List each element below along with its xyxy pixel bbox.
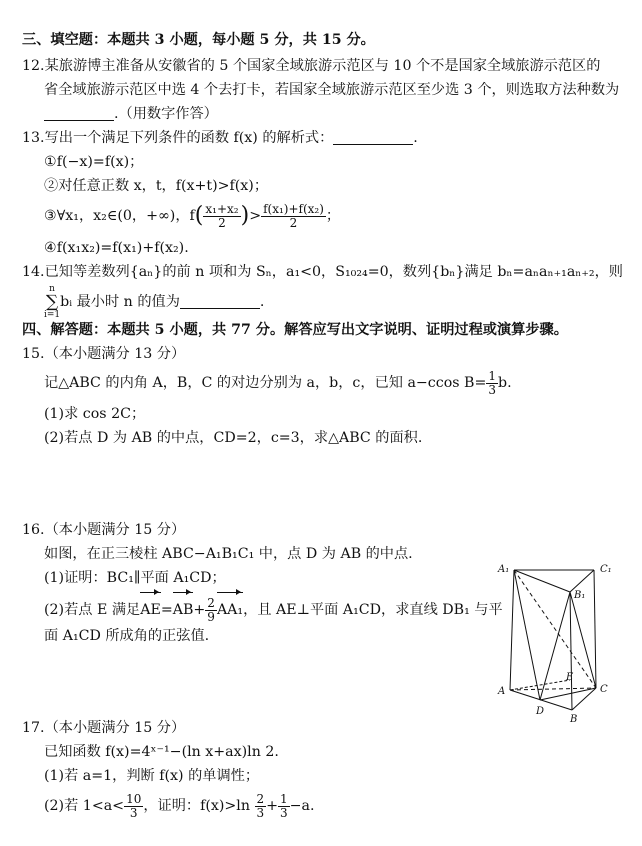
label-A1: A₁ [498,564,510,575]
q12-line2: 省全域旅游示范区中选 4 个去打卡，若国家全域旅游示范区至少选 3 个，则选取方法种数为 [44,82,620,98]
q13-prompt: 13.写出一个满足下列条件的函数 f(x) 的解析式： [22,130,334,146]
q16-part2: (2)若点 E 满足AE=AB+ $\frac{2}{9}$ AA₁，且 AE⊥平面 A₁CD，求直线 DB₁ 与平 [44,594,503,626]
label-C1: C₁ [600,564,612,575]
prism-figure [496,558,624,728]
q15-stem: 记△ABC 的内角 A，B，C 的对边分别为 a，b，c，已知 a−ccos B= $\frac{1}{3}$ b. [44,368,512,397]
q16-stem: 如图，在正三棱柱 ABC−A₁B₁C₁ 中，点 D 为 AB 的中点. [44,546,413,562]
q13-cond1: ①f(−x)=f(x)； [44,154,144,170]
q13-line1: 13.写出一个满足下列条件的函数 f(x) 的解析式： . [22,130,418,146]
q16-title: 16.（本小题满分 15 分） [22,522,186,538]
q17-fraction-c: $\frac{1}{3}$ [280,791,288,820]
vector-AE: AE [140,594,161,626]
label-A: A [498,686,506,697]
q14-answer-blank [180,294,260,309]
q15-part1: (1)求 cos 2C； [44,406,146,422]
q17-title: 17.（本小题满分 15 分） [22,720,186,736]
label-B1: B₁ [574,590,586,601]
q14-line2: n ∑ i=1bᵢ 最小时 n 的值为 . [44,284,265,320]
label-C: C [600,684,608,695]
q15-part2: (2)若点 D 为 AB 的中点，CD=2，c=3，求△ABC 的面积. [44,430,423,446]
q14-line1: 14.已知等差数列{aₙ}的前 n 项和为 Sₙ，a₁<0，S₁₀₂₄=0，数列{bₙ}满足 bₙ=aₙaₙ₊₁aₙ₊₂，则 [22,264,623,280]
q16-part1: (1)证明：BC₁∥平面 A₁CD； [44,570,226,586]
q13-cond4: ④f(x₁x₂)=f(x₁)+f(x₂). [44,240,189,256]
section4-header: 四、解答题：本题共 5 小题，共 77 分。解答应写出文字说明、证明过程或演算步骤。 [22,322,568,338]
q13-cond2: ②对任意正数 x，t，f(x+t)>f(x)； [44,178,269,194]
q16-fraction: $\frac{2}{9}$ [207,595,215,624]
q13-cond3-frac2: $\frac{\text{f(x₁)+f(x₂)}}{2}$ [263,201,324,230]
q17-part1: (1)若 a=1，判断 f(x) 的单调性； [44,768,260,784]
label-E: E [566,672,574,683]
q16-part2-line2: 面 A₁CD 所成角的正弦值. [44,628,210,644]
q17-fraction-b: $\frac{2}{3}$ [256,791,265,820]
q13-cond3-pre: ③∀x₁，x₂∈(0，+∞)，f [44,208,195,224]
q12-line3 [44,104,218,124]
q12-line1: 12.某旅游博主准备从安徽省的 5 个国家全域旅游示范区与 10 个不是国家全域旅游示范区的 [22,58,601,74]
q15-title: 15.（本小题满分 13 分） [22,346,186,362]
q14-sum-symbol: n ∑ i=1 [44,284,61,320]
vector-AB: AB [173,594,194,626]
q17-part2: (2)若 1<a< $\frac{10}{3}$ ，证明：f(x)>ln $\frac{2}{3}$ + $\frac{1}{3}$ −a. [44,791,315,820]
q13-cond3-frac1: $\frac{\text{x₁+x₂}}{2}$ [205,201,239,230]
q13-cond3: ③∀x₁，x₂∈(0，+∞)，f( $\frac{\text{x₁+x₂}}{2}$ )> $\frac{\text{f(x₁)+f(x₂)}}{2}$ ； [44,201,341,230]
q12-answer-blank [44,106,114,121]
label-B: B [570,714,578,725]
vector-AA1: AA₁ [217,594,243,626]
section3-header: 三、填空题：本题共 3 小题，每小题 5 分，共 15 分。 [22,32,375,48]
q15-fraction: $\frac{1}{3}$ [488,368,496,397]
q17-fraction-a: $\frac{10}{3}$ [126,791,142,820]
q12-line3-tail: .（用数字作答） [114,106,218,122]
q17-stem: 已知函数 f(x)=4ˣ⁻¹−(ln x+ax)ln 2. [44,744,279,760]
label-D: D [536,706,545,717]
q13-answer-blank [333,130,413,145]
